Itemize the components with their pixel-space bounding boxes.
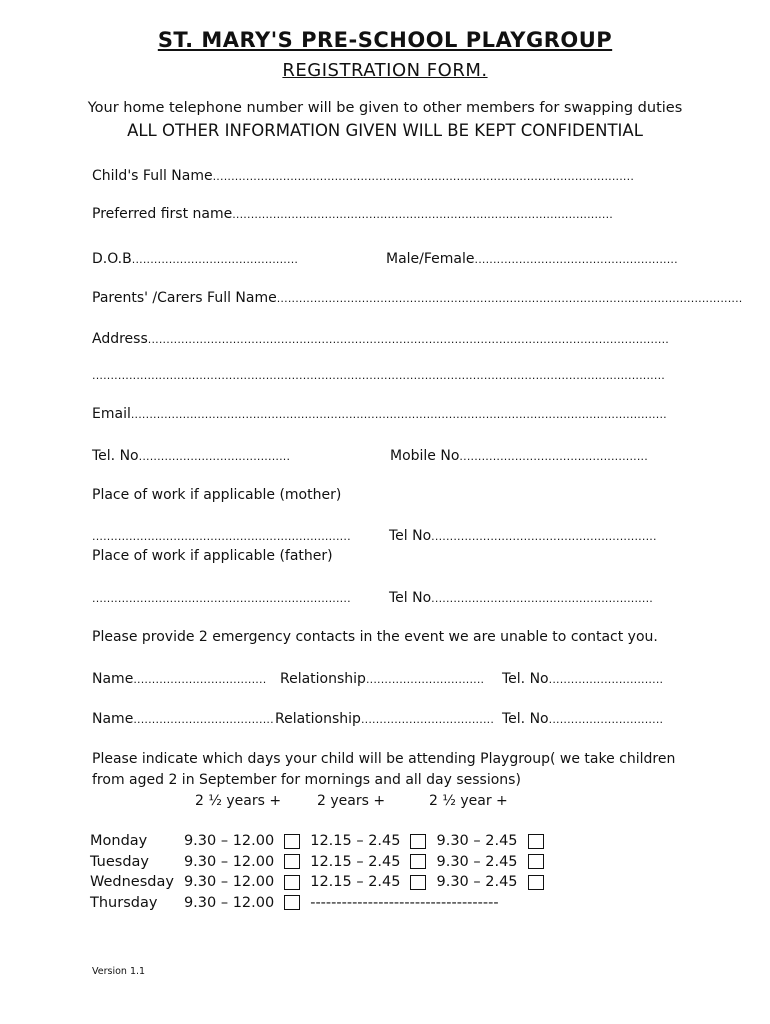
child-name-label: Child's Full Name bbox=[92, 168, 213, 184]
session-header-2: 2 years + bbox=[317, 793, 386, 809]
session-row-wednesday bbox=[90, 872, 554, 893]
day-label: Thursday bbox=[90, 894, 158, 911]
checkbox-thursday-morning[interactable] bbox=[284, 895, 300, 910]
dob-label: D.O.B bbox=[92, 251, 132, 267]
checkbox-wednesday-morning[interactable] bbox=[284, 875, 300, 890]
address-label: Address bbox=[92, 331, 148, 347]
emergency-name-field-2[interactable]: Name...................................... bbox=[92, 711, 274, 727]
tel-field[interactable]: Tel. No......................................... bbox=[92, 448, 291, 464]
session-time: 12.15 – 2.45 bbox=[310, 874, 401, 891]
checkbox-monday-afternoon[interactable] bbox=[410, 834, 426, 849]
session-time: 9.30 – 2.45 bbox=[436, 833, 518, 850]
session-time: 9.30 – 2.45 bbox=[436, 853, 518, 870]
session-time: 9.30 – 12.00 bbox=[183, 833, 275, 850]
emergency-name-field-1[interactable]: Name.................................... bbox=[92, 671, 267, 687]
day-label: Tuesday bbox=[90, 853, 149, 870]
session-time: 9.30 – 2.45 bbox=[436, 874, 518, 891]
gender-field[interactable]: Male/Female....................................................... bbox=[386, 251, 678, 267]
checkbox-wednesday-allday[interactable] bbox=[528, 875, 544, 890]
emergency-tel-label: Tel. No bbox=[502, 671, 549, 687]
checkbox-wednesday-afternoon[interactable] bbox=[410, 875, 426, 890]
session-time: 12.15 – 2.45 bbox=[310, 853, 401, 870]
emergency-relationship-label: Relationship bbox=[275, 711, 361, 727]
gender-label: Male/Female bbox=[386, 251, 475, 267]
checkbox-monday-morning[interactable] bbox=[284, 834, 300, 849]
emergency-name-label: Name bbox=[92, 711, 134, 727]
work-mother-tel-field[interactable]: Tel No............................................................. bbox=[389, 528, 657, 544]
swap-notice: Your home telephone number will be given to other members for swapping duties bbox=[87, 100, 683, 116]
session-time: 9.30 – 12.00 bbox=[183, 853, 275, 870]
work-mother-line[interactable]: ...................................................................... bbox=[92, 530, 351, 543]
email-label: Email bbox=[92, 406, 131, 422]
session-row-monday bbox=[90, 831, 554, 852]
session-header-1: 2 ½ years + bbox=[195, 793, 282, 809]
checkbox-tuesday-afternoon[interactable] bbox=[410, 854, 426, 869]
attendance-intro-2: from aged 2 in September for mornings and all day sessions) bbox=[92, 772, 521, 788]
parents-name-label: Parents' /Carers Full Name bbox=[92, 290, 277, 306]
attendance-intro-1: Please indicate which days your child will be attending Playgroup( we take children bbox=[92, 751, 676, 767]
day-label: Wednesday bbox=[90, 874, 174, 891]
emergency-relationship-label: Relationship bbox=[280, 671, 366, 687]
version-label: Version 1.1 bbox=[92, 966, 146, 977]
mobile-field[interactable]: Mobile No................................................... bbox=[390, 448, 648, 464]
work-father-line[interactable]: ...................................................................... bbox=[92, 592, 351, 605]
day-label: Monday bbox=[90, 833, 148, 850]
email-field[interactable]: Email................................................................................................................................................. bbox=[92, 406, 667, 422]
checkbox-tuesday-morning[interactable] bbox=[284, 854, 300, 869]
mobile-label: Mobile No bbox=[390, 448, 460, 464]
work-mother-label: Place of work if applicable (mother) bbox=[92, 487, 342, 503]
session-row-thursday bbox=[90, 893, 554, 914]
address-field[interactable]: Address............................................................................................................................................. bbox=[92, 331, 669, 347]
work-father-tel-label: Tel No bbox=[389, 590, 432, 606]
emergency-tel-field-2[interactable]: Tel. No............................... bbox=[502, 711, 664, 727]
unavailable-dashes: ------------------------------------ bbox=[310, 894, 499, 911]
address-line-2[interactable]: ........................................................................................................................................................... bbox=[92, 369, 665, 382]
checkbox-monday-allday[interactable] bbox=[528, 834, 544, 849]
emergency-name-label: Name bbox=[92, 671, 134, 687]
session-time: 9.30 – 12.00 bbox=[183, 894, 275, 911]
form-title: ST. MARY'S PRE-SCHOOL PLAYGROUP bbox=[157, 28, 613, 52]
session-time: 9.30 – 12.00 bbox=[183, 874, 275, 891]
checkbox-tuesday-allday[interactable] bbox=[528, 854, 544, 869]
session-header-3: 2 ½ year + bbox=[429, 793, 508, 809]
confidential-notice: ALL OTHER INFORMATION GIVEN WILL BE KEPT CONFIDENTIAL bbox=[127, 121, 643, 140]
emergency-relationship-field-1[interactable]: Relationship................................ bbox=[280, 671, 485, 687]
session-time: 12.15 – 2.45 bbox=[310, 833, 401, 850]
parents-name-field[interactable]: Parents' /Carers Full Name.............................................................................................................................. bbox=[92, 290, 743, 306]
child-name-field[interactable]: Child's Full Name.................................................................................................................. bbox=[92, 168, 635, 184]
emergency-tel-field-1[interactable]: Tel. No............................... bbox=[502, 671, 664, 687]
session-row-tuesday bbox=[90, 852, 554, 873]
work-mother-tel-label: Tel No bbox=[389, 528, 432, 544]
dob-field[interactable]: D.O.B............................................. bbox=[92, 251, 299, 267]
sessions-table bbox=[90, 831, 554, 913]
emergency-intro: Please provide 2 emergency contacts in the event we are unable to contact you. bbox=[92, 629, 658, 645]
tel-label: Tel. No bbox=[92, 448, 139, 464]
emergency-relationship-field-2[interactable]: Relationship.................................... bbox=[275, 711, 495, 727]
work-father-tel-field[interactable]: Tel No............................................................ bbox=[389, 590, 653, 606]
preferred-name-field[interactable]: Preferred first name....................................................................................................... bbox=[92, 206, 613, 222]
preferred-name-label: Preferred first name bbox=[92, 206, 233, 222]
form-subtitle: REGISTRATION FORM. bbox=[282, 60, 488, 81]
emergency-tel-label: Tel. No bbox=[502, 711, 549, 727]
work-father-label: Place of work if applicable (father) bbox=[92, 548, 333, 564]
